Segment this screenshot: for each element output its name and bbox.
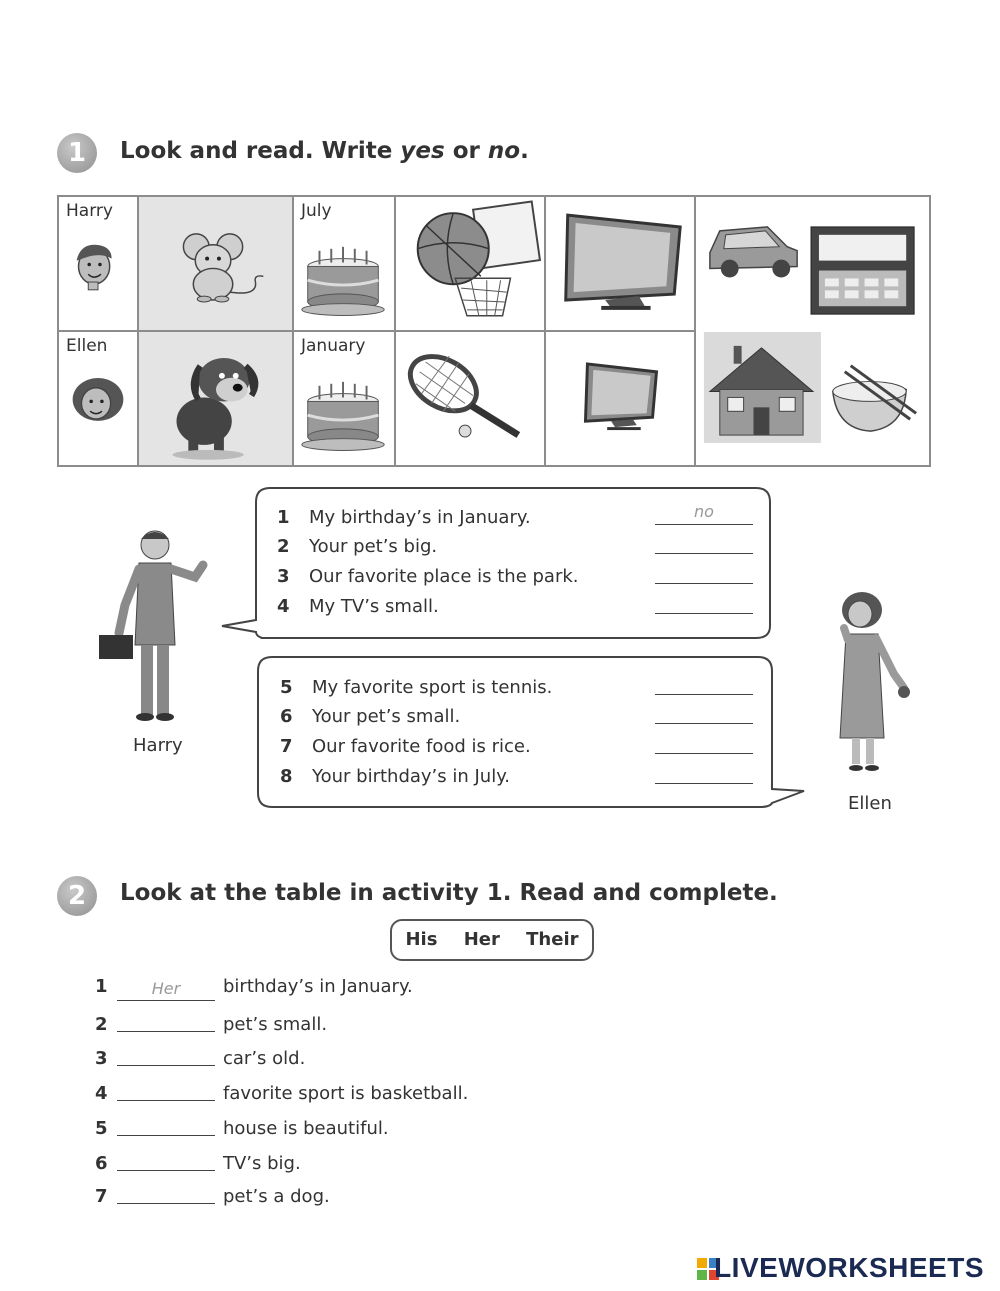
- car-icon: [710, 227, 797, 278]
- small-tv-cell: [545, 331, 695, 466]
- section-2-title: Look at the table in activity 1. Read and complete.: [120, 880, 778, 906]
- ellen-face-cell: [58, 331, 138, 466]
- dog-cell: [138, 331, 293, 466]
- rice-bowl-icon: [833, 366, 916, 431]
- complete-item-6: 6 TV’s big.: [95, 1150, 301, 1174]
- complete-item-1: 1 Her birthday’s in January.: [95, 976, 413, 1001]
- birthday-cake-icon: [294, 197, 394, 330]
- complete-item-7: 7 pet’s a dog.: [95, 1183, 330, 1207]
- mouse-icon: [139, 197, 292, 330]
- basketball-icon: [396, 197, 544, 330]
- complete-item-4: 4 favorite sport is basketball.: [95, 1080, 468, 1104]
- harry-item-3: 3 Our favorite place is the park.: [277, 566, 579, 587]
- harry-item-2: 2 Your pet’s big.: [277, 536, 438, 557]
- picture-table: [57, 195, 931, 467]
- word-his: His: [405, 929, 438, 950]
- small-tv-icon: [546, 332, 694, 465]
- harry-label: Harry: [66, 201, 113, 221]
- harry-face-cell: [58, 196, 138, 331]
- tennis-cell: [395, 331, 545, 466]
- complete-blank-3[interactable]: [117, 1045, 215, 1066]
- ellen-item-7: 7 Our favorite food is rice.: [280, 736, 531, 757]
- word-their: Their: [526, 929, 579, 950]
- dog-icon: [139, 332, 292, 465]
- complete-blank-5[interactable]: [117, 1115, 215, 1136]
- complete-blank-2[interactable]: [117, 1011, 215, 1032]
- ellen-item-8: 8 Your birthday’s in July.: [280, 766, 511, 787]
- ellen-name: Ellen: [848, 793, 892, 814]
- complete-blank-6[interactable]: [117, 1150, 215, 1171]
- complete-blank-1[interactable]: Her: [117, 980, 215, 1001]
- birthday-cake-icon-2: [294, 332, 394, 465]
- answer-blank-2[interactable]: [655, 531, 753, 554]
- answer-blank-8[interactable]: [655, 761, 753, 784]
- harry-item-4: 4 My TV’s small.: [277, 596, 439, 617]
- january-label: January: [301, 336, 366, 356]
- cinema-icon: [811, 227, 914, 314]
- big-tv-cell: [545, 196, 695, 331]
- section-1-title: Look and read. Write yes or no.: [120, 138, 529, 164]
- harry-name: Harry: [133, 735, 183, 756]
- liveworksheets-brand[interactable]: LIVEWORKSHEETS: [714, 1252, 984, 1283]
- house-icon: [704, 332, 821, 443]
- word-her: Her: [463, 929, 500, 950]
- july-cake-cell: [293, 196, 395, 331]
- car-cinema-house-rice-cell: [695, 196, 930, 466]
- complete-blank-4[interactable]: [117, 1080, 215, 1101]
- ellen-item-5: 5 My favorite sport is tennis.: [280, 677, 553, 698]
- tennis-racket-icon: [396, 332, 544, 465]
- complete-item-3: 3 car’s old.: [95, 1045, 305, 1069]
- answer-blank-7[interactable]: [655, 731, 753, 754]
- girl-face-icon: [59, 332, 137, 465]
- complete-blank-7[interactable]: [117, 1183, 215, 1204]
- basketball-cell: [395, 196, 545, 331]
- july-label: July: [301, 201, 332, 221]
- answer-blank-5[interactable]: [655, 672, 753, 695]
- january-cake-cell: [293, 331, 395, 466]
- section-1-number: 1: [57, 133, 97, 173]
- mouse-cell: [138, 196, 293, 331]
- ellen-item-6: 6 Your pet’s small.: [280, 706, 461, 727]
- ellen-label: Ellen: [66, 336, 108, 356]
- word-box: [390, 919, 594, 961]
- section-2-number: 2: [57, 876, 97, 916]
- boy-face-icon: [59, 197, 137, 330]
- answer-blank-3[interactable]: [655, 561, 753, 584]
- answer-blank-1[interactable]: no: [655, 502, 753, 525]
- harry-item-1: 1 My birthday’s in January.: [277, 507, 531, 528]
- complete-item-5: 5 house is beautiful.: [95, 1115, 389, 1139]
- car-cinema-house-rice-icons: [696, 197, 929, 465]
- answer-blank-4[interactable]: [655, 591, 753, 614]
- ellen-figure: [818, 588, 918, 778]
- complete-item-2: 2 pet’s small.: [95, 1011, 327, 1035]
- harry-figure: [85, 525, 215, 730]
- big-tv-icon: [546, 197, 694, 330]
- answer-blank-6[interactable]: [655, 701, 753, 724]
